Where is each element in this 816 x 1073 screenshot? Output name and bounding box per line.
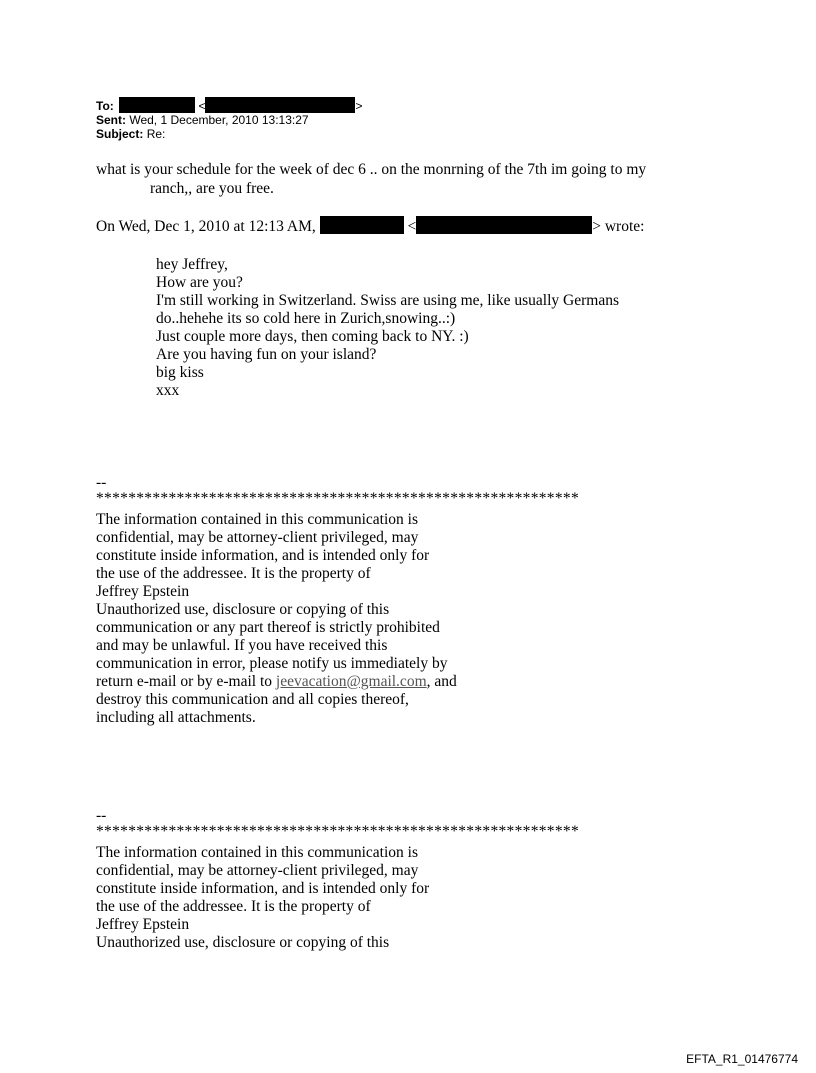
footer-stars: ************************************************************ <box>96 823 579 840</box>
disclaimer-line: constitute inside information, and is intended only for <box>96 547 430 564</box>
footer-dashes: -- <box>96 474 107 491</box>
quote-intro-suffix: > wrote: <box>592 218 645 235</box>
disclaimer-line: confidential, may be attorney-client privileged, may <box>96 529 419 546</box>
redacted-sender-name <box>320 216 404 234</box>
quoted-line: I'm still working in Switzerland. Swiss are using me, like usually Germans <box>156 292 619 309</box>
disclaimer-line: communication in error, please notify us immediately by <box>96 655 448 672</box>
disclaimer-line: Unauthorized use, disclosure or copying of this <box>96 601 390 618</box>
quoted-line: Are you having fun on your island? <box>156 346 377 363</box>
email-prefix: return e-mail or by e-mail to <box>96 673 276 690</box>
disclaimer-line: Jeffrey Epstein <box>96 916 190 933</box>
disclaimer-line: including all attachments. <box>96 709 256 726</box>
redacted-sender-email <box>416 216 592 234</box>
disclaimer-email-line <box>96 673 457 691</box>
email-suffix: , and <box>426 673 457 690</box>
quote-intro-prefix: On Wed, Dec 1, 2010 at 12:13 AM, <box>96 218 316 235</box>
quoted-line: xxx <box>156 382 180 399</box>
quoted-line: big kiss <box>156 364 204 381</box>
disclaimer-line: The information contained in this communication is <box>96 844 418 861</box>
disclaimer-line: The information contained in this communication is <box>96 511 418 528</box>
footer-dashes: -- <box>96 807 107 824</box>
to-label: To: <box>96 99 114 113</box>
footer-stars: ************************************************************ <box>96 490 579 507</box>
disclaimer-line: the use of the addressee. It is the property of <box>96 565 371 582</box>
angle-open: < <box>407 218 417 235</box>
email-link[interactable]: jeevacation@gmail.com <box>275 673 427 690</box>
subject-row <box>96 127 165 141</box>
disclaimer-line: communication or any part thereof is strictly prohibited <box>96 619 440 636</box>
subject-label: Subject: <box>96 127 144 141</box>
disclaimer-line: and may be unlawful. If you have received this <box>96 637 388 654</box>
disclaimer-line: confidential, may be attorney-client privileged, may <box>96 862 419 879</box>
sent-label: Sent: <box>96 113 126 127</box>
angle-open: < <box>198 99 206 113</box>
reply-line-2: ranch,, are you free. <box>150 180 274 197</box>
sent-row <box>96 113 309 127</box>
subject-value: Re: <box>146 127 166 141</box>
angle-close: > <box>355 99 363 113</box>
quoted-line: Just couple more days, then coming back to NY. :) <box>156 328 469 345</box>
quote-intro <box>96 216 644 236</box>
disclaimer-line: Unauthorized use, disclosure or copying of this <box>96 934 390 951</box>
quoted-line: How are you? <box>156 274 243 291</box>
disclaimer-line: the use of the addressee. It is the property of <box>96 898 371 915</box>
sent-value: Wed, 1 December, 2010 13:13:27 <box>129 113 309 127</box>
reply-line-1: what is your schedule for the week of dec 6 .. on the monrning of the 7th im going to my <box>96 161 647 178</box>
bates-number: EFTA_R1_01476774 <box>686 1052 798 1066</box>
disclaimer-line: constitute inside information, and is intended only for <box>96 880 430 897</box>
disclaimer-line: destroy this communication and all copies thereof, <box>96 691 409 708</box>
redacted-recipient-name <box>119 97 195 113</box>
to-row <box>96 97 362 113</box>
quoted-line: hey Jeffrey, <box>156 256 228 273</box>
quoted-line: do..hehehe its so cold here in Zurich,snowing..:) <box>156 310 456 327</box>
redacted-recipient-email <box>205 97 355 113</box>
disclaimer-line: Jeffrey Epstein <box>96 583 190 600</box>
